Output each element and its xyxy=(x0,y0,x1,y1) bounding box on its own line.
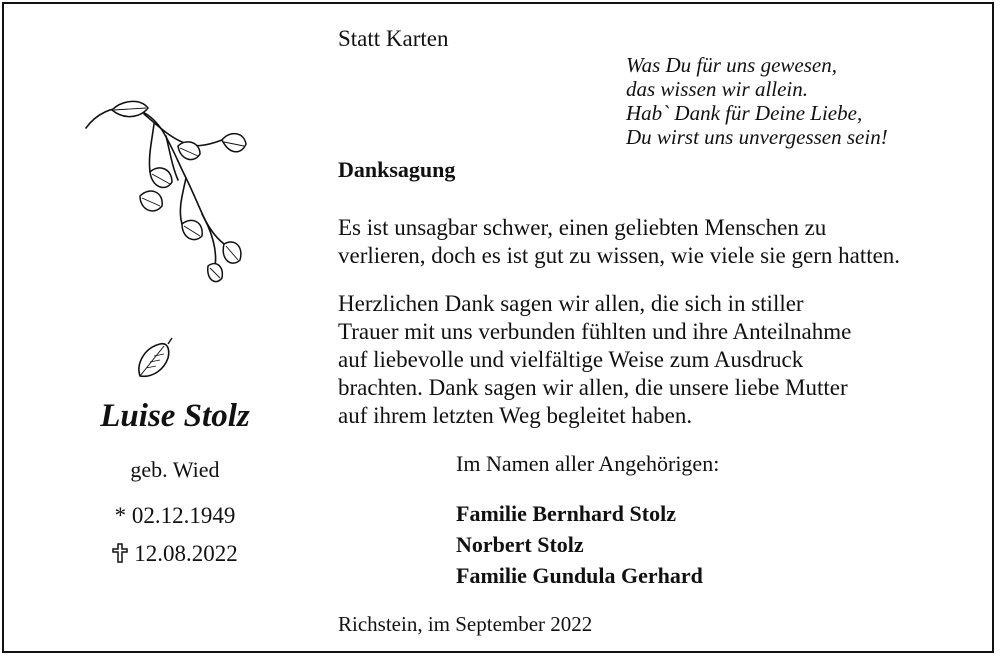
poem-line: Hab` Dank für Deine Liebe, xyxy=(626,101,863,125)
paragraph-line: auf liebevolle und vielfältige Weise zum Ausdruck xyxy=(338,347,804,372)
poem-line: Du wirst uns unvergessen sein! xyxy=(626,125,888,149)
signature-intro: Im Namen aller Angehörigen: xyxy=(456,451,720,476)
place-date: Richstein, im September 2022 xyxy=(338,612,593,636)
falling-leaf-icon xyxy=(134,336,174,382)
death-line xyxy=(40,541,310,567)
paragraph-line: Es ist unsagbar schwer, einen geliebten Menschen zu xyxy=(338,215,827,240)
death-date: 12.08.2022 xyxy=(134,541,238,566)
paragraph-2 xyxy=(338,290,851,430)
paragraph-line: auf ihrem letzten Weg begleitet haben. xyxy=(338,403,693,428)
birch-branch-icon xyxy=(82,96,252,292)
family-name: Familie Gundula Gerhard xyxy=(456,563,703,588)
paragraph-line: brachten. Dank sagen wir allen, die unsere liebe Mutter xyxy=(338,375,848,400)
paragraph-line: Herzlichen Dank sagen wir allen, die sich in stiller xyxy=(338,291,804,316)
poem-line: Was Du für uns gewesen, xyxy=(626,53,837,77)
cross-icon xyxy=(112,543,128,563)
poem-line: das wissen wir allein. xyxy=(626,77,809,101)
paragraph-line: Trauer mit uns verbunden fühlten und ihre Anteilnahme xyxy=(338,319,852,344)
family-list xyxy=(456,498,703,591)
family-name: Familie Bernhard Stolz xyxy=(456,501,676,526)
statt-karten: Statt Karten xyxy=(338,26,449,51)
paragraph-1 xyxy=(338,214,900,270)
family-name: Norbert Stolz xyxy=(456,532,584,557)
paragraph-line: verlieren, doch es ist gut zu wissen, wie viele sie gern hatten. xyxy=(338,243,901,268)
heading-danksagung: Danksagung xyxy=(338,157,456,182)
deceased-name: Luise Stolz xyxy=(100,398,250,434)
poem xyxy=(626,53,888,149)
birth-date: * 02.12.1949 xyxy=(114,503,236,528)
birth-name: geb. Wied xyxy=(130,457,220,482)
